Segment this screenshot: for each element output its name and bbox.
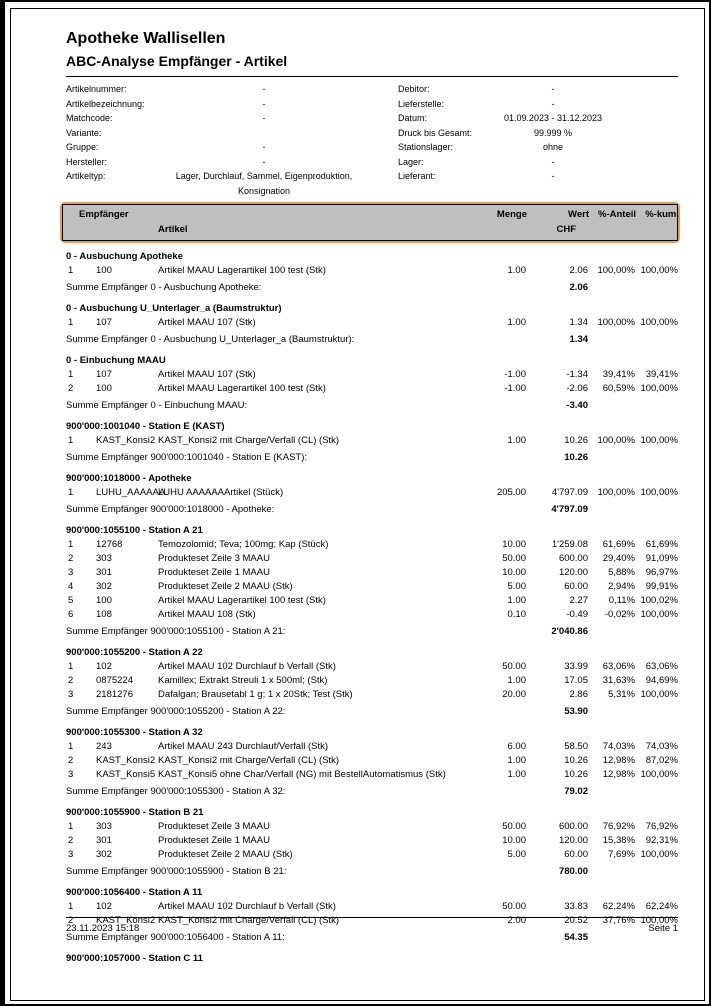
row-menge: 10.00: [502, 539, 526, 550]
filter-row: [66, 169, 398, 198]
row-kum: 62,24%: [645, 901, 678, 912]
sum-value: 4'797.09: [551, 504, 588, 515]
table-row: [66, 608, 678, 622]
row-artikel-id: 102: [96, 661, 112, 672]
row-wert: -2.06: [566, 383, 588, 394]
filter-label: Hersteller:: [66, 156, 108, 167]
filter-label: Lager:: [398, 156, 424, 167]
empfaenger-section: [66, 952, 678, 966]
row-kum: 100,00%: [640, 689, 678, 700]
row-position: 3: [68, 849, 74, 860]
row-artikel-id: 12768: [96, 539, 123, 550]
row-artikel-id: 102: [96, 901, 112, 912]
filter-label: Gruppe:: [66, 142, 99, 152]
table-header-row-1: [67, 207, 679, 222]
sum-value: 53.90: [564, 706, 588, 717]
row-anteil: 15,38%: [602, 835, 635, 846]
row-artikel-id: 100: [96, 595, 112, 606]
row-position: 1: [68, 265, 74, 276]
row-menge: 1.00: [507, 675, 526, 686]
row-menge: 1.00: [507, 769, 526, 780]
empfaenger-section: [66, 472, 678, 517]
row-anteil: 29,40%: [602, 553, 635, 564]
filter-column-right: [398, 82, 678, 198]
filter-value: -: [551, 84, 555, 94]
filter-label: Matchcode:: [66, 113, 113, 123]
filter-value: [171, 126, 357, 141]
row-menge: 5.00: [507, 849, 526, 860]
row-menge: 20.00: [502, 689, 526, 700]
row-artikel-id: LUHU_AAAAAA: [96, 487, 166, 498]
row-kum: 100,00%: [640, 849, 678, 860]
table-row: [66, 900, 678, 914]
filter-value: -: [262, 98, 266, 109]
row-kum: 99,91%: [645, 581, 678, 592]
row-artikel-desc: Artikel MAAU 107 (Stk): [158, 369, 256, 380]
row-menge: 10.00: [502, 567, 526, 578]
row-artikel-id: 303: [96, 553, 112, 564]
row-anteil: 100,00%: [597, 435, 635, 446]
col-header-currency: CHF: [556, 224, 576, 235]
col-header-kum: %-kum.: [645, 209, 679, 220]
row-artikel-id: 303: [96, 821, 112, 832]
row-wert: 10.26: [564, 755, 588, 766]
row-anteil: 74,03%: [602, 741, 635, 752]
row-kum: 94,69%: [645, 675, 678, 686]
row-wert: 120.00: [558, 567, 588, 578]
row-wert: 60.00: [564, 849, 588, 860]
sum-value: 780.00: [558, 866, 588, 877]
empfaenger-section: [66, 354, 678, 413]
filter-value: 99.999 %: [533, 127, 573, 138]
filter-row: [66, 82, 398, 97]
row-position: 1: [68, 821, 74, 832]
row-artikel-desc: KAST_Konsi2 mit Charge/Verfall (CL) (Stk): [158, 755, 340, 766]
table-row: [66, 754, 678, 768]
sum-value: 1.34: [569, 334, 588, 345]
sum-row: [66, 451, 678, 465]
table-row: [66, 740, 678, 754]
row-artikel-desc: Artikel MAAU 107 (Stk): [158, 317, 256, 328]
report-page: [66, 30, 678, 966]
table-row: [66, 264, 678, 278]
row-artikel-desc: Artikel MAAU 243 Durchlauf/Verfall (Stk): [158, 741, 329, 752]
row-artikel-id: 302: [96, 849, 112, 860]
row-wert: 10.26: [564, 769, 588, 780]
row-wert: 1.34: [569, 317, 588, 328]
row-kum: 74,03%: [645, 741, 678, 752]
row-anteil: 61,69%: [602, 539, 635, 550]
table-row: [66, 580, 678, 594]
table-header: [62, 204, 678, 241]
row-artikel-id: KAST_Konsi2: [96, 915, 156, 926]
row-anteil: 12,98%: [602, 769, 635, 780]
filter-row: [398, 97, 678, 112]
title-divider: [66, 76, 678, 77]
row-artikel-desc: Produkteset Zeile 2 MAAU (Stk): [158, 849, 293, 860]
filter-label: Datum:: [398, 113, 428, 123]
row-kum: 100,00%: [640, 383, 678, 394]
section-title: 0 - Ausbuchung U_Unterlager_a (Baumstruktur): [66, 303, 282, 314]
row-menge: 1.00: [507, 435, 526, 446]
row-anteil: 2,94%: [608, 581, 635, 592]
row-wert: 10.26: [564, 435, 588, 446]
table-row: [66, 382, 678, 396]
row-anteil: 31,63%: [602, 675, 635, 686]
filter-value: -: [551, 156, 555, 167]
row-position: 3: [68, 567, 74, 578]
row-kum: 76,92%: [645, 821, 678, 832]
section-title: 900'000:1001040 - Station E (KAST): [66, 421, 225, 432]
row-artikel-desc: Artikel MAAU Lagerartikel 100 test (Stk): [158, 595, 326, 606]
filter-value: -: [262, 156, 266, 167]
row-anteil: 62,24%: [602, 901, 635, 912]
row-artikel-id: KAST_Konsi2: [96, 755, 156, 766]
filter-label: Lieferstelle:: [398, 98, 445, 109]
row-artikel-desc: Produkteset Zeile 3 MAAU: [158, 821, 270, 832]
row-artikel-id: 107: [96, 317, 112, 328]
filter-row: [398, 169, 678, 184]
row-anteil: 37,76%: [602, 915, 635, 926]
row-position: 1: [68, 369, 74, 380]
empfaenger-section: [66, 726, 678, 799]
row-artikel-id: 301: [96, 567, 112, 578]
filter-label: Variante:: [66, 127, 102, 138]
row-anteil: 0,11%: [608, 595, 635, 606]
row-anteil: 39,41%: [602, 369, 635, 380]
row-wert: -0.49: [566, 609, 588, 620]
row-kum: 100,00%: [640, 435, 678, 446]
row-anteil: 5,88%: [608, 567, 635, 578]
row-artikel-desc: Artikel MAAU Lagerartikel 100 test (Stk): [158, 265, 326, 276]
empfaenger-section: [66, 420, 678, 465]
row-menge: 0.10: [507, 609, 526, 620]
row-wert: 2.06: [569, 265, 588, 276]
row-kum: 100,00%: [640, 317, 678, 328]
sum-row: [66, 785, 678, 799]
filter-row: [398, 111, 678, 126]
filter-column-left: [66, 82, 398, 198]
sum-label: Summe Empfänger 900'000:1055100 - Station A 21:: [66, 626, 286, 637]
table-row: [66, 674, 678, 688]
row-wert: 60.00: [564, 581, 588, 592]
row-artikel-desc: KAST_Konsi2 mit Charge/Verfall (CL) (Stk): [158, 435, 340, 446]
row-wert: 2.86: [569, 689, 588, 700]
row-kum: 63,06%: [645, 661, 678, 672]
page-footer: [66, 917, 678, 934]
filter-row: [398, 140, 678, 155]
row-kum: 100,00%: [640, 609, 678, 620]
table-row: [66, 368, 678, 382]
row-artikel-desc: Produkteset Zeile 1 MAAU: [158, 835, 270, 846]
row-kum: 87,02%: [645, 755, 678, 766]
row-menge: 1.00: [507, 265, 526, 276]
row-anteil: 60,59%: [602, 383, 635, 394]
row-position: 1: [68, 741, 74, 752]
filter-label: Druck bis Gesamt:: [398, 127, 473, 138]
row-position: 1: [68, 901, 74, 912]
row-position: 2: [68, 675, 74, 686]
row-position: 5: [68, 595, 74, 606]
sum-value: 79.02: [564, 786, 588, 797]
filter-value: -: [551, 171, 555, 181]
row-artikel-id: KAST_Konsi5: [96, 769, 156, 780]
sum-label: Summe Empfänger 900'000:1018000 - Apotheke:: [66, 504, 275, 515]
filter-row: [66, 126, 398, 141]
row-position: 6: [68, 609, 74, 620]
empfaenger-section: [66, 524, 678, 639]
row-artikel-desc: Produkteset Zeile 3 MAAU: [158, 553, 270, 564]
row-position: 4: [68, 581, 74, 592]
section-title: 900'000:1018000 - Apotheke: [66, 473, 192, 484]
row-kum: 100,00%: [640, 265, 678, 276]
row-artikel-desc: LUHU AAAAAAArtikel (Stück): [158, 487, 284, 498]
empfaenger-section: [66, 886, 678, 945]
empfaenger-section: [66, 250, 678, 295]
row-position: 2: [68, 553, 74, 564]
empfaenger-section: [66, 302, 678, 347]
sum-label: Summe Empfänger 900'000:1001040 - Station E (KAST):: [66, 452, 308, 463]
sum-label: Summe Empfänger 900'000:1055200 - Station A 22:: [66, 706, 286, 717]
row-menge: 2.00: [507, 915, 526, 926]
row-wert: 17.05: [564, 675, 588, 686]
sum-row: [66, 705, 678, 719]
report-body: [66, 250, 678, 966]
row-artikel-id: 302: [96, 581, 112, 592]
row-wert: 120.00: [558, 835, 588, 846]
filter-value: -: [262, 142, 266, 152]
row-position: 2: [68, 383, 74, 394]
table-row: [66, 660, 678, 674]
filter-row: [66, 111, 398, 126]
sum-value: 2.06: [569, 282, 588, 293]
sum-row: [66, 503, 678, 517]
row-menge: 50.00: [502, 821, 526, 832]
report-title: Apotheke Wallisellen: [66, 30, 226, 47]
row-menge: 50.00: [502, 901, 526, 912]
filter-value: ohne: [542, 142, 564, 152]
row-kum: 100,00%: [640, 915, 678, 926]
section-title: 900'000:1057000 - Station C 11: [66, 953, 203, 964]
row-artikel-desc: KAST_Konsi2 mit Charge/Verfall (CL) (Stk): [158, 915, 340, 926]
sum-value: 54.35: [564, 932, 588, 943]
sum-label: Summe Empfänger 900'000:1055300 - Station A 32:: [66, 786, 286, 797]
row-menge: 205.00: [496, 487, 526, 498]
table-header-highlight[interactable]: [60, 202, 680, 243]
row-anteil: 76,92%: [602, 821, 635, 832]
footer-datetime: 23.11.2023 15:18: [66, 923, 140, 934]
filter-row: [398, 126, 678, 141]
filter-row: [66, 140, 398, 155]
table-row: [66, 834, 678, 848]
row-artikel-id: 0875224: [96, 675, 133, 686]
table-header-row-2: [67, 222, 673, 237]
row-artikel-desc: Artikel MAAU 102 Durchlauf b Verfall (Stk): [158, 661, 336, 672]
section-title: 900'000:1055100 - Station A 21: [66, 525, 203, 536]
row-position: 3: [68, 689, 74, 700]
row-position: 1: [68, 661, 74, 672]
row-anteil: 100,00%: [597, 487, 635, 498]
col-header-wert: Wert: [568, 209, 589, 220]
row-anteil: 12,98%: [602, 755, 635, 766]
row-wert: 1'259.08: [551, 539, 588, 550]
row-anteil: 63,06%: [602, 661, 635, 672]
col-header-menge: Menge: [496, 209, 527, 220]
table-row: [66, 552, 678, 566]
empfaenger-section: [66, 806, 678, 879]
sum-label: Summe Empfänger 0 - Ausbuchung Apotheke:: [66, 282, 262, 293]
row-wert: 4'797.09: [551, 487, 588, 498]
row-kum: 91,09%: [645, 553, 678, 564]
row-kum: 100,00%: [640, 487, 678, 498]
row-kum: 100,02%: [640, 595, 678, 606]
row-anteil: -0,02%: [604, 609, 635, 620]
table-row: [66, 688, 678, 702]
filter-label: Artikeltyp:: [66, 171, 106, 181]
row-position: 2: [68, 755, 74, 766]
sum-label: Summe Empfänger 0 - Einbuchung MAAU:: [66, 400, 248, 411]
filter-row: [398, 82, 678, 97]
sum-value: 10.26: [564, 452, 588, 463]
row-anteil: 5,31%: [608, 689, 635, 700]
filter-label: Stationslager:: [398, 142, 454, 152]
row-artikel-desc: Produkteset Zeile 2 MAAU (Stk): [158, 581, 293, 592]
filter-value: -: [262, 113, 266, 123]
sum-value: 2'040.86: [551, 626, 588, 637]
row-artikel-desc: Temozolomid; Teva; 100mg; Kap (Stück): [158, 539, 329, 550]
sum-row: [66, 281, 678, 295]
row-artikel-desc: Artikel MAAU 102 Durchlauf b Verfall (Stk): [158, 901, 336, 912]
row-artikel-id: 301: [96, 835, 112, 846]
sum-row: [66, 399, 678, 413]
section-title: 0 - Ausbuchung Apotheke: [66, 251, 183, 262]
col-header-anteil: %-Anteil: [598, 209, 636, 220]
row-menge: 50.00: [502, 661, 526, 672]
footer-page-number: Seite 1: [648, 923, 678, 934]
section-title: 900'000:1055900 - Station B 21: [66, 807, 204, 818]
row-artikel-id: 100: [96, 383, 112, 394]
row-wert: 58.50: [564, 741, 588, 752]
row-kum: 100,00%: [640, 769, 678, 780]
row-menge: 5.00: [507, 581, 526, 592]
section-title: 900'000:1056400 - Station A 11: [66, 887, 203, 898]
row-artikel-id: KAST_Konsi2: [96, 435, 156, 446]
row-anteil: 100,00%: [597, 317, 635, 328]
row-kum: 61,69%: [645, 539, 678, 550]
row-wert: 600.00: [558, 821, 588, 832]
row-menge: 50.00: [502, 553, 526, 564]
row-artikel-desc: Produkteset Zeile 1 MAAU: [158, 567, 270, 578]
row-anteil: 7,69%: [608, 849, 635, 860]
row-artikel-desc: Artikel MAAU 108 (Stk): [158, 609, 256, 620]
filter-summary: [66, 82, 678, 198]
col-header-artikel: Artikel: [158, 224, 188, 235]
row-anteil: 100,00%: [597, 265, 635, 276]
row-menge: 1.00: [507, 755, 526, 766]
row-menge: 10.00: [502, 835, 526, 846]
table-row: [66, 316, 678, 330]
table-row: [66, 594, 678, 608]
filter-value: 01.09.2023 - 31.12.2023: [503, 113, 603, 123]
row-position: 1: [68, 487, 74, 498]
row-menge: -1.00: [504, 369, 526, 380]
row-artikel-desc: Dafalgan; Brausetabl 1 g; 1 x 20Stk; Test (Stk): [158, 689, 353, 700]
row-position: 1: [68, 435, 74, 446]
sum-label: Summe Empfänger 900'000:1056400 - Station A 11:: [66, 932, 285, 943]
filter-label: Lieferant:: [398, 171, 436, 181]
table-row: [66, 848, 678, 862]
empfaenger-section: [66, 646, 678, 719]
sum-value: -3.40: [566, 400, 588, 411]
sum-row: [66, 865, 678, 879]
row-kum: 96,97%: [645, 567, 678, 578]
row-position: 3: [68, 769, 74, 780]
filter-row: [66, 155, 398, 170]
row-wert: 2.27: [569, 595, 588, 606]
sum-label: Summe Empfänger 0 - Ausbuchung U_Unterlager_a (Baumstruktur):: [66, 334, 355, 345]
row-wert: 33.99: [564, 661, 588, 672]
row-artikel-id: 107: [96, 369, 112, 380]
row-artikel-id: 108: [96, 609, 112, 620]
row-wert: -1.34: [566, 369, 588, 380]
table-row: [66, 566, 678, 580]
row-wert: 600.00: [558, 553, 588, 564]
col-header-empfaenger: Empfänger: [79, 209, 129, 220]
table-row: [66, 538, 678, 552]
filter-row: [66, 97, 398, 112]
sum-row: [66, 625, 678, 639]
section-title: 900'000:1055200 - Station A 22: [66, 647, 203, 658]
table-row: [66, 768, 678, 782]
row-kum: 92,31%: [645, 835, 678, 846]
row-position: 2: [68, 835, 74, 846]
row-artikel-id: 2181276: [96, 689, 133, 700]
filter-row: [398, 155, 678, 170]
row-menge: -1.00: [504, 383, 526, 394]
table-row: [66, 820, 678, 834]
row-position: 1: [68, 317, 74, 328]
row-position: 2: [68, 915, 74, 926]
report-subtitle: ABC-Analyse Empfänger - Artikel: [66, 53, 288, 69]
filter-value: -: [262, 84, 266, 94]
row-artikel-id: 100: [96, 265, 112, 276]
filter-label: Debitor:: [398, 84, 430, 94]
row-artikel-desc: KAST_Konsi5 ohne Char/Verfall (NG) mit BestellAutomatismus (Stk): [158, 769, 446, 780]
filter-label: Artikelbezeichnung:: [66, 98, 145, 109]
table-row: [66, 434, 678, 448]
row-kum: 39,41%: [645, 369, 678, 380]
sum-label: Summe Empfänger 900'000:1055900 - Station B 21:: [66, 866, 287, 877]
filter-value: Lager, Durchlauf, Sammel, Eigenproduktion, Konsignation: [175, 171, 353, 196]
row-menge: 6.00: [507, 741, 526, 752]
filter-label: Artikelnummer:: [66, 84, 127, 94]
section-title: 900'000:1055300 - Station A 32: [66, 727, 203, 738]
filter-value: -: [551, 98, 555, 109]
row-wert: 33.83: [564, 901, 588, 912]
row-position: 1: [68, 539, 74, 550]
row-menge: 1.00: [507, 317, 526, 328]
row-artikel-desc: Artikel MAAU Lagerartikel 100 test (Stk): [158, 383, 326, 394]
section-title: 0 - Einbuchung MAAU: [66, 355, 166, 366]
row-wert: 20.52: [564, 915, 588, 926]
table-row: [66, 486, 678, 500]
sum-row: [66, 333, 678, 347]
row-artikel-desc: Kamillex; Extrakt Streuli 1 x 500ml; (Stk): [158, 675, 328, 686]
row-artikel-id: 243: [96, 741, 112, 752]
row-menge: 1.00: [507, 595, 526, 606]
